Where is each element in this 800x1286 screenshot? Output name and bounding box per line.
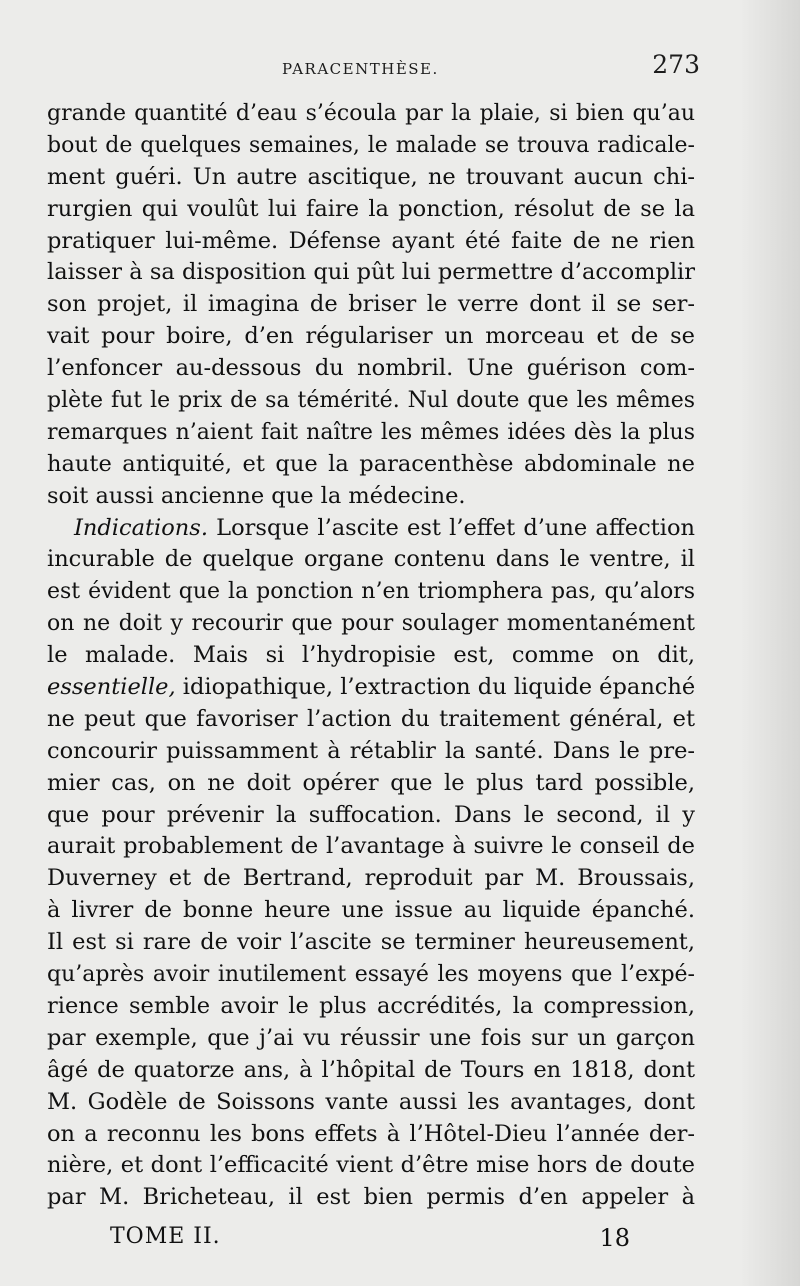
text-line: soit aussi ancienne que la médecine. <box>47 482 466 509</box>
body-text <box>47 98 695 1214</box>
text-line: ne peut que favoriser l’action du traitement général, et <box>47 705 695 732</box>
text-line: le malade. Mais si l’hydropisie est, comme on dit, <box>47 642 695 669</box>
text-line: rurgien qui voulût lui faire la ponction, résolut de se la <box>47 195 695 222</box>
text-line: par exemple, que j’ai vu réussir une fois sur un garçon <box>47 1024 695 1051</box>
text-line: concourir puissamment à rétablir la santé. Dans le pre- <box>47 737 695 764</box>
text-line: grande quantité d’eau s’écoula par la plaie, si bien qu’au <box>47 101 695 126</box>
text-line: ment guéri. Un autre ascitique, ne trouvant aucun chi- <box>47 163 695 190</box>
text-line: aurait probablement de l’avantage à suivre le conseil de <box>47 833 695 860</box>
italic-essentielle: essentielle, <box>47 674 176 701</box>
page-edge-shadow <box>740 0 800 1286</box>
text-line: son projet, il imagina de briser le verre dont il se ser- <box>47 291 695 318</box>
text-line-essentielle <box>47 672 695 704</box>
text-line: vait pour boire, d’en régulariser un morceau et de se <box>47 323 695 350</box>
signature-mark: 18 <box>599 1224 630 1252</box>
text-line: est évident que la ponction n’en triomphera pas, qu’alors <box>47 579 695 605</box>
text-line: par M. Bricheteau, il est bien permis d’en appeler à <box>47 1184 695 1211</box>
text-line-indications <box>47 513 695 545</box>
text-line: l’enfoncer au-dessous du nombril. Une guérison com- <box>47 355 695 382</box>
text-line: plète fut le prix de sa témérité. Nul doute que les mêmes <box>47 388 695 414</box>
text-line: qu’après avoir inutilement essayé les moyens que l’expé- <box>47 962 695 988</box>
text-line: âgé de quatorze ans, à l’hôpital de Tours en 1818, dont <box>47 1056 695 1083</box>
page-header <box>60 48 700 88</box>
text-line: pratiquer lui-même. Défense ayant été faite de ne rien <box>47 227 695 254</box>
page-number: 273 <box>652 50 700 79</box>
volume-label: TOME II. <box>110 1224 221 1249</box>
indications-rest: Lorsque l’ascite est l’effet d’une affection <box>207 514 695 541</box>
running-head: PARACENTHÈSE. <box>282 60 439 78</box>
italic-indications: Indications. <box>74 514 208 541</box>
text-line: on a reconnu les bons effets à l’Hôtel-Dieu l’année der- <box>47 1120 695 1147</box>
text-line: M. Godèle de Soissons vante aussi les avantages, dont <box>47 1088 695 1115</box>
text-line: on ne doit y recourir que pour soulager momentanément <box>47 611 695 637</box>
text-line: bout de quelques semaines, le malade se trouva radicale- <box>47 132 695 158</box>
page-footer <box>110 1222 630 1262</box>
text-line: remarques n’aient fait naître les mêmes idées dès la plus <box>47 419 695 445</box>
text-line: Il est si rare de voir l’ascite se terminer heureusement, <box>47 929 695 956</box>
text-line: haute antiquité, et que la paracenthèse abdominale ne <box>47 450 695 477</box>
text-line: Duverney et de Bertrand, reproduit par M. Broussais, <box>47 865 695 892</box>
text-line: que pour prévenir la suffocation. Dans le second, il y <box>47 801 695 828</box>
essentielle-rest: idiopathique, l’extraction du liquide épanché <box>175 674 696 701</box>
text-line: laisser à sa disposition qui pût lui permettre d’accomplir <box>47 259 695 286</box>
text-line: mier cas, on ne doit opérer que le plus tard possible, <box>47 769 695 796</box>
text-line: rience semble avoir le plus accrédités, la compression, <box>47 992 695 1019</box>
text-line: incurable de quelque organe contenu dans le ventre, il <box>47 546 695 573</box>
text-line: nière, et dont l’efficacité vient d’être mise hors de doute <box>47 1152 695 1179</box>
text-line: à livrer de bonne heure une issue au liquide épanché. <box>47 897 695 924</box>
